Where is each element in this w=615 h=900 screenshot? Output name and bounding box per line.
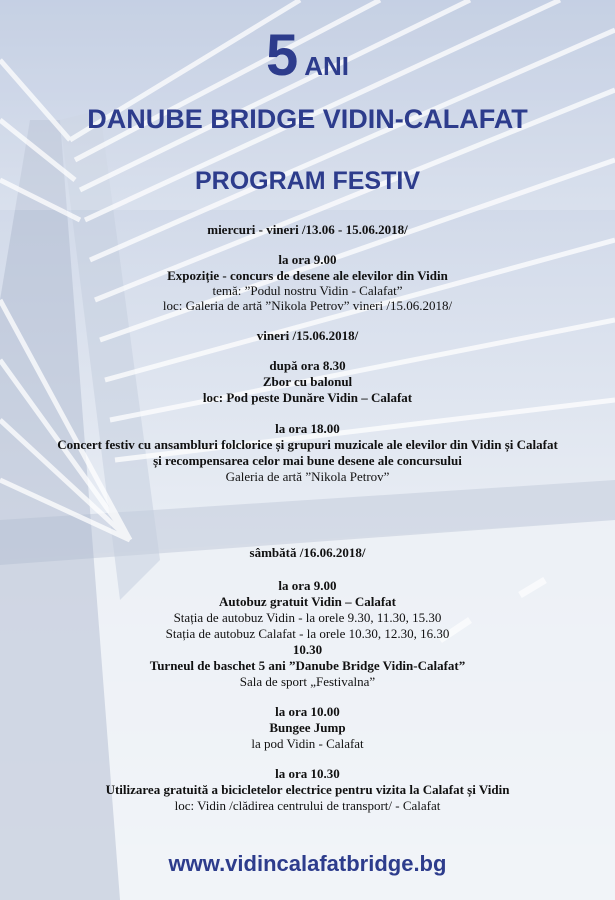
day3-event1-time: la ora 9.00 <box>278 578 337 593</box>
day3-heading: sâmbătă /16.06.2018/ <box>249 545 366 560</box>
day1-event-time: la ora 9.00 <box>278 252 337 267</box>
day3-event2-title: Turneul de baschet 5 ani ”Danube Bridge Vidin-Calafat” <box>149 658 466 673</box>
day3-event4-time: la ora 10.30 <box>275 766 340 781</box>
day1-heading: miercuri - vineri /13.06 - 15.06.2018/ <box>207 222 408 237</box>
day1-event-title: Expoziție - concurs de desene ale elevilor din Vidin <box>167 268 448 283</box>
day3-event4-location: loc: Vidin /clădirea centrului de transport/ - Calafat <box>174 798 441 813</box>
anniversary-ani-label: ANI <box>304 51 350 81</box>
day3-event3-title: Bungee Jump <box>269 720 346 735</box>
day2-event2-title-line1: Concert festiv cu ansambluri folclorice și grupuri muzicale ale elevilor din Vidin și Calafat <box>57 437 558 452</box>
bridge-title: DANUBE BRIDGE VIDIN-CALAFAT <box>87 104 528 134</box>
day3-event3-time: la ora 10.00 <box>275 704 340 719</box>
program-title: PROGRAM FESTIV <box>194 167 420 195</box>
day1-event-theme: temă: ”Podul nostru Vidin - Calafat” <box>212 283 403 298</box>
day3-event1-title: Autobuz gratuit Vidin – Calafat <box>219 594 396 609</box>
day3-event2-location: Sala de sport „Festivalna” <box>239 674 376 689</box>
website-link[interactable]: www.vidincalafatbridge.bg <box>168 851 447 876</box>
day3-event1-line1: Stația de autobuz Vidin - la orele 9.30, 11.30, 15.30 <box>173 610 442 625</box>
day3-event4-title: Utilizarea gratuită a bicicletelor electrice pentru vizita la Calafat și Vidin <box>105 782 510 797</box>
day2-event2-location: Galeria de artă ”Nikola Petrov” <box>225 469 390 484</box>
day2-event2-time: la ora 18.00 <box>275 421 340 436</box>
day3-event3-location: la pod Vidin - Calafat <box>251 736 364 751</box>
day2-heading: vineri /15.06.2018/ <box>256 328 359 343</box>
day2-event1-time: după ora 8.30 <box>269 358 346 373</box>
day2-event1-title: Zbor cu balonul <box>262 374 353 389</box>
day3-event2-time: 10.30 <box>292 642 323 657</box>
day3-event1-line2: Stația de autobuz Calafat - la orele 10.30, 12.30, 16.30 <box>165 626 450 641</box>
day2-event2-title-line2: și recompensarea celor mai bune desene ale concursului <box>153 453 462 468</box>
day1-event-location: loc: Galeria de artă ”Nikola Petrov” vineri /15.06.2018/ <box>162 298 453 313</box>
anniversary-number: 5 <box>265 23 299 88</box>
day2-event1-location: loc: Pod peste Dunăre Vidin – Calafat <box>202 390 413 405</box>
anniversary-heading <box>0 22 615 89</box>
